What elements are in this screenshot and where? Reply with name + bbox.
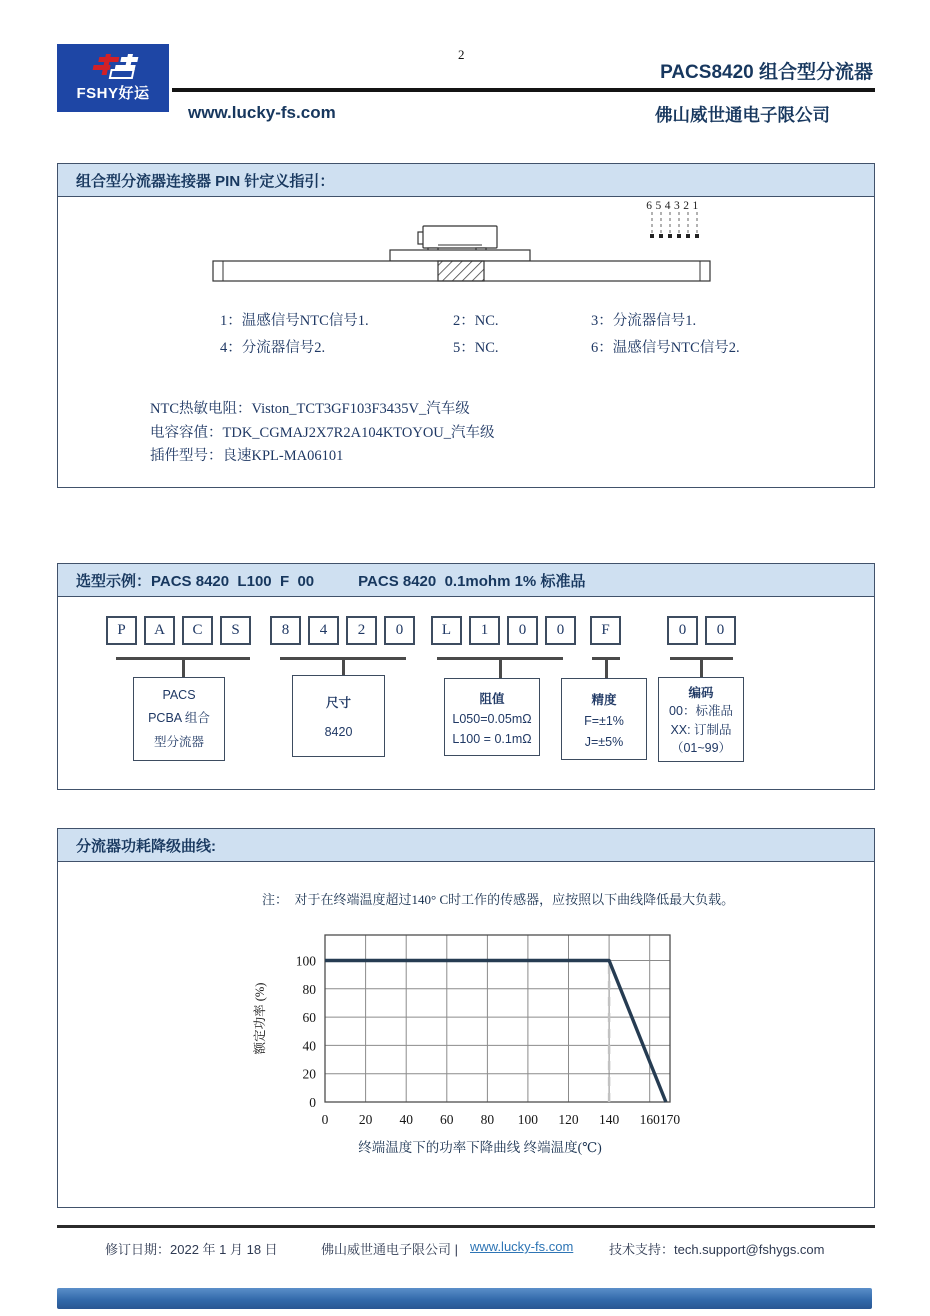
pin-definitions <box>220 309 740 357</box>
component-ntc: NTC热敏电阻：Viston_TCT3GF103F3435V_汽车级 <box>150 401 470 417</box>
pin-def: 4：分流器信号2. <box>220 340 326 356</box>
pin-def: 5：NC. <box>453 340 499 356</box>
code-desc-line: 精度 <box>591 692 617 707</box>
code-char-box: A <box>144 616 175 645</box>
footer-revision-date: 修订日期：2022 年 1 月 18 日 <box>105 1242 278 1257</box>
code-desc-line: J=±5% <box>584 734 624 749</box>
code-char-box: 2 <box>346 616 377 645</box>
code-char-box: 1 <box>469 616 500 645</box>
svg-text:80: 80 <box>302 981 316 997</box>
ordering-title-product: PACS 8420 0.1mohm 1% 标准品 <box>358 572 586 590</box>
footer-company: 佛山威世通电子限公司 | <box>321 1242 458 1257</box>
ordering-title: 选型示例：PACS 8420 L100 F 00 <box>76 572 315 590</box>
code-char-box: 8 <box>270 616 301 645</box>
pin-section-title: 组合型分流器连接器 PIN 针定义指引： <box>58 164 874 197</box>
code-desc-line: 尺寸 <box>325 696 351 711</box>
code-desc-line: L050=0.05mΩ <box>452 712 532 726</box>
code-char-box: 0 <box>705 616 736 645</box>
footer-divider <box>57 1225 875 1228</box>
logo-text: FSHY好运 <box>76 84 150 102</box>
code-desc-line: 编码 <box>688 685 714 700</box>
pin-def: 3：分流器信号1. <box>591 313 697 329</box>
code-char-box: 0 <box>667 616 698 645</box>
svg-text:0: 0 <box>321 1112 329 1127</box>
code-char-box: 0 <box>545 616 576 645</box>
doc-title: PACS8420 组合型分流器 <box>660 62 873 83</box>
code-desc-line: PCBA 组合 <box>148 711 210 725</box>
svg-text:40: 40 <box>399 1112 413 1127</box>
footer-website-link[interactable]: www.lucky-fs.com <box>470 1239 574 1254</box>
code-desc-line: F=±1% <box>584 714 624 728</box>
code-desc-line: 型分流器 <box>153 735 204 749</box>
code-char-box: S <box>220 616 251 645</box>
shunt-hatch-area <box>438 261 484 281</box>
pin-def: 6：温感信号NTC信号2. <box>591 340 740 356</box>
svg-text:140: 140 <box>598 1112 620 1127</box>
component-list <box>150 398 495 469</box>
page-number: 2 <box>458 47 465 62</box>
header-company: 佛山威世通电子限公司 <box>655 105 830 125</box>
svg-text:160: 160 <box>639 1112 660 1127</box>
code-char-box: P <box>106 616 137 645</box>
header-website: www.lucky-fs.com <box>188 103 336 122</box>
svg-text:100: 100 <box>517 1112 539 1127</box>
code-desc-line: 8420 <box>324 724 353 739</box>
code-desc-line: 00：标准品 <box>669 704 733 719</box>
pin-numbers-label: 654321 <box>646 200 702 212</box>
component-connector: 插件型号：良速KPL-MA06101 <box>150 448 344 464</box>
footer-tech-support: 技术支持：tech.support@fshygs.com <box>609 1242 825 1257</box>
svg-text:80: 80 <box>480 1112 495 1127</box>
code-char-box: 4 <box>308 616 339 645</box>
code-char-box: 0 <box>384 616 415 645</box>
code-desc-line: XX: 订制品 <box>670 722 732 737</box>
code-desc-line: PACS <box>162 688 196 702</box>
svg-text:170: 170 <box>659 1112 681 1127</box>
derating-note: 注： 对于在终端温度超过140° C时工作的传感器，应按照以下曲线降低最大负载。 <box>262 892 735 907</box>
code-desc-line: L100 = 0.1mΩ <box>452 731 532 746</box>
company-logo <box>57 44 169 112</box>
pin-def: 1：温感信号NTC信号1. <box>220 313 369 329</box>
footer-bar <box>57 1288 872 1309</box>
svg-text:20: 20 <box>302 1066 316 1082</box>
connector-diagram <box>210 196 720 288</box>
ordering-section <box>57 563 875 790</box>
svg-text:20: 20 <box>358 1112 373 1127</box>
svg-text:60: 60 <box>440 1112 454 1127</box>
svg-text:120: 120 <box>558 1112 579 1127</box>
code-char-box: 0 <box>507 616 538 645</box>
svg-text:额定功率 (%): 额定功率 (%) <box>253 982 267 1055</box>
pin-def: 2：NC. <box>453 313 499 329</box>
logo-mark-icon <box>86 54 140 80</box>
svg-text:40: 40 <box>302 1038 316 1054</box>
derating-section-title: 分流器功耗降级曲线: <box>58 829 874 862</box>
chart-caption: 终端温度下的功率下降曲线 终端温度(℃) <box>358 1140 602 1155</box>
header-divider <box>172 88 875 92</box>
code-desc-line: （01~99） <box>670 741 732 756</box>
code-char-box: L <box>431 616 462 645</box>
component-capacitor: 电容容值：TDK_CGMAJ2X7R2A104KTOYOU_汽车级 <box>150 424 495 441</box>
code-char-box: C <box>182 616 213 645</box>
derating-chart <box>250 925 710 1155</box>
code-desc-line: 阻值 <box>479 691 505 706</box>
svg-text:0: 0 <box>309 1095 316 1110</box>
svg-text:60: 60 <box>302 1010 316 1026</box>
svg-text:100: 100 <box>295 953 316 969</box>
code-char-box: F <box>590 616 621 645</box>
